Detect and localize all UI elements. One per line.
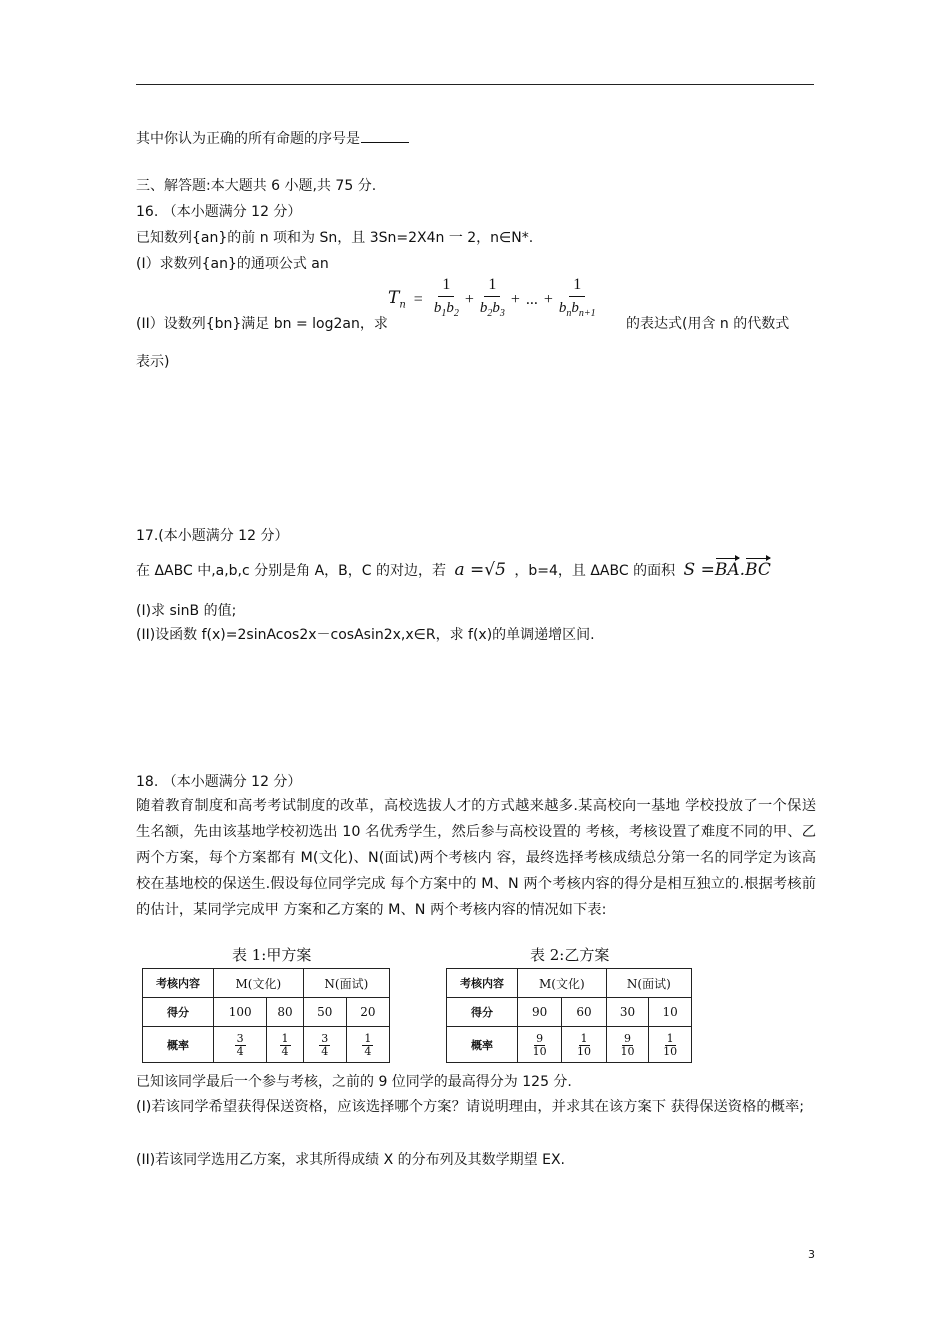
- table-header-cell: N(面试): [303, 969, 389, 998]
- area-equation: S =BA.BC: [683, 560, 771, 580]
- fraction-1: $\frac{1}{b_1b_2}$: [433, 276, 459, 319]
- q16-title: 16. （本小题满分 12 分）: [136, 204, 302, 220]
- q17-stem-a: 在 ΔABC 中,a,b,c 分别是角 A，B，C 的对边，若: [136, 563, 447, 579]
- score-cell: 80: [267, 998, 303, 1027]
- row-label: 概率: [447, 1027, 518, 1063]
- q18-after-text: 已知该同学最后一个参与考核，之前的 9 位同学的最高得分为 125 分.: [136, 1074, 572, 1090]
- header-rule: [136, 84, 814, 85]
- q17-title: 17.(本小题满分 12 分）: [136, 528, 289, 544]
- score-cell: 100: [214, 998, 267, 1027]
- tn-formula: [388, 276, 599, 323]
- score-cell: 90: [518, 998, 562, 1027]
- page-number: 3: [808, 1248, 815, 1261]
- table1-title: 表 1:甲方案: [232, 946, 312, 964]
- plus-sign: +: [464, 290, 474, 308]
- prob-cell: $\frac{3}{4}$: [303, 1027, 346, 1063]
- vector-bc: BC: [745, 560, 771, 580]
- q15-tail-text: 其中你认为正确的所有命题的序号是: [136, 131, 360, 147]
- ellipsis: ...: [525, 290, 538, 308]
- q18-part2: (II)若该同学选用乙方案，求其所得成绩 X 的分布列及其数学期望 EX.: [136, 1152, 566, 1168]
- prob-cell: $\frac{9}{10}$: [606, 1027, 649, 1063]
- table2-plan-b: [446, 968, 692, 1063]
- q18-stem: 随着教育制度和高考考试制度的改革，高校选拔人才的方式越来越多.某高校向一基地 学校投放了一个保送生名额，先由该基地学校初选出 10 名优秀学生，然后参与高校设置的 考核，考核设置了难度不同的甲、乙两个方案，每个方案都有 M(文化)、N(面试)两个考核内 容，最终选择考核成绩总分第一名的同学定为该高校在基地校的保送生.假设每位同学完成 每个方案中的 M、N 两个考核内容的得分是相互独立的.根据考核前的估计，某同学完成甲 方案和乙方案的 M、N 两个考核内容的情况如下表:: [136, 798, 816, 918]
- q17-stem: [136, 560, 771, 581]
- row-label: 得分: [447, 998, 518, 1027]
- score-cell: 10: [649, 998, 692, 1027]
- prob-cell: $\frac{1}{4}$: [346, 1027, 389, 1063]
- table-header-cell: M(文化): [214, 969, 304, 998]
- table-header-cell: N(面试): [606, 969, 691, 998]
- a-equation: a =√5: [454, 560, 506, 580]
- fraction-2: $\frac{1}{b_2b_3}$: [479, 276, 505, 319]
- fraction-n: $\frac{1}{b_nb_{n+1}}$: [558, 276, 596, 319]
- plus-sign: +: [543, 290, 553, 308]
- prob-cell: $\frac{3}{4}$: [214, 1027, 267, 1063]
- table-header-cell: M(文化): [518, 969, 607, 998]
- q16-part2-start: (II）设数列{bn}满足 bn = log2an，求: [136, 316, 388, 332]
- table1-plan-a: [142, 968, 390, 1063]
- table-header-cell: 考核内容: [143, 969, 214, 998]
- row-label: 得分: [143, 998, 214, 1027]
- q16-part2-end: 的表达式(用含 n 的代数式: [626, 316, 790, 332]
- plus-sign: +: [510, 290, 520, 308]
- prob-cell: $\frac{1}{10}$: [649, 1027, 692, 1063]
- table2-title: 表 2:乙方案: [530, 946, 610, 964]
- q17-stem-b: ，b=4，且 ΔABC 的面积: [514, 563, 676, 579]
- prob-cell: $\frac{1}{4}$: [267, 1027, 303, 1063]
- q15-answer-line: [136, 128, 409, 149]
- row-label: 概率: [143, 1027, 214, 1063]
- q16-part2-cont: 表示): [136, 354, 170, 370]
- answer-blank: [361, 128, 409, 143]
- table-header-cell: 考核内容: [447, 969, 518, 998]
- score-cell: 60: [562, 998, 606, 1027]
- q17-part1: (I)求 sinB 的值;: [136, 603, 237, 619]
- q17-part2: (II)设函数 f(x)=2sinAcos2x－cosAsin2x,x∈R，求 f(x)的单调递增区间.: [136, 627, 595, 643]
- score-cell: 20: [346, 998, 389, 1027]
- q16-part1: (I）求数列{an}的通项公式 an: [136, 256, 329, 272]
- prob-cell: $\frac{9}{10}$: [518, 1027, 562, 1063]
- equals-sign: =: [413, 290, 423, 308]
- vector-ba: BA: [714, 560, 740, 580]
- tn-symbol: $T_n$: [388, 288, 406, 311]
- prob-cell: $\frac{1}{10}$: [562, 1027, 606, 1063]
- q18-part1: (I)若该同学希望获得保送资格，应该选择哪个方案？请说明理由，并求其在该方案下 获得保送资格的概率;: [136, 1099, 805, 1115]
- score-cell: 30: [606, 998, 649, 1027]
- score-cell: 50: [303, 998, 346, 1027]
- section-3-heading: 三、解答题:本大题共 6 小题,共 75 分.: [136, 178, 377, 194]
- q16-stem: 已知数列{an}的前 n 项和为 Sn，且 3Sn=2X4n 一 2，n∈N*.: [136, 230, 534, 246]
- q18-title: 18. （本小题满分 12 分）: [136, 774, 302, 790]
